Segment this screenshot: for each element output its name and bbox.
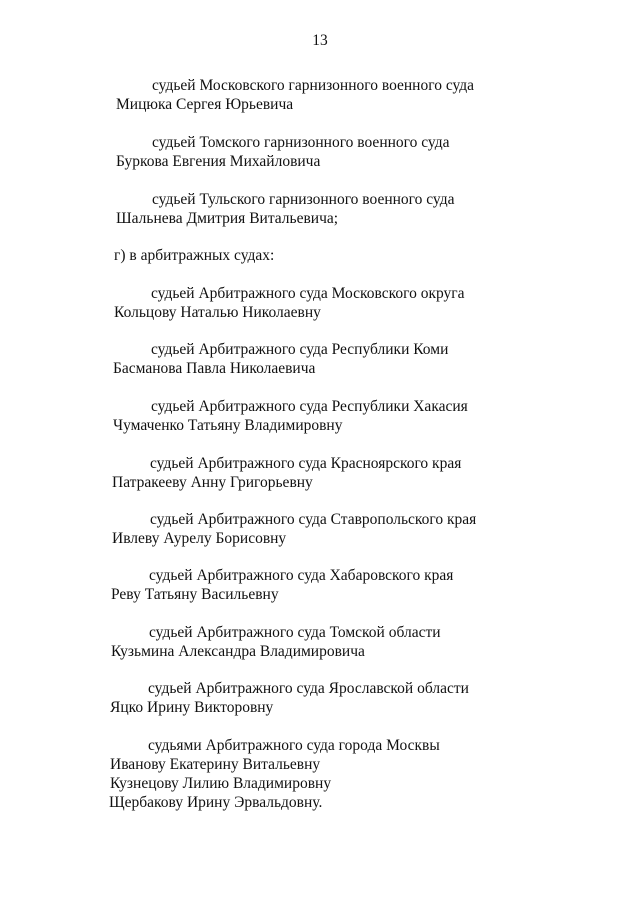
judge-name: Щербакову Ирину Эрвальдовну. (109, 794, 323, 811)
judge-position: судьей Арбитражного суда Московского округа (151, 285, 465, 302)
judge-name: Иванову Екатерину Витальевну (110, 756, 321, 773)
judge-name: Яцко Ирину Викторовну (110, 699, 274, 716)
judge-position: судьей Арбитражного суда Томской области (149, 624, 441, 641)
section-heading: г) в арбитражных судах: (114, 247, 275, 264)
judge-name: Кузьмина Александра Владимировича (111, 643, 365, 660)
judge-position: судьей Арбитражного суда Ставропольского края (150, 511, 477, 528)
judge-position: судьей Арбитражного суда Красноярского края (150, 455, 462, 472)
judge-position: судьей Томского гарнизонного военного суда (152, 134, 450, 151)
judge-name: Басманова Павла Николаевича (113, 360, 316, 377)
judge-name: Мицюка Сергея Юрьевича (116, 96, 294, 113)
judge-position: судьей Московского гарнизонного военного суда (152, 77, 475, 94)
judge-name: Ивлеву Аурелу Борисовну (112, 530, 287, 547)
judge-name: Патракееву Анну Григорьевну (112, 474, 313, 491)
judge-position: судьей Арбитражного суда Республики Коми (151, 341, 449, 358)
judge-position: судьей Арбитражного суда Ярославской области (148, 680, 469, 697)
judge-name: Кольцову Наталью Николаевну (114, 304, 321, 321)
judge-position: судьей Арбитражного суда Республики Хакасия (151, 398, 468, 415)
judge-name: Чумаченко Татьяну Владимировну (113, 417, 343, 434)
judge-name: Буркова Евгения Михайловича (116, 153, 321, 170)
judge-position: судьей Тульского гарнизонного военного суда (152, 191, 455, 208)
judge-name: Кузнецову Лилию Владимировну (110, 775, 332, 792)
page-number: 13 (312, 32, 328, 49)
judge-position: судьями Арбитражного суда города Москвы (148, 737, 440, 754)
judge-name: Реву Татьяну Васильевну (111, 586, 279, 603)
judge-position: судьей Арбитражного суда Хабаровского края (149, 567, 454, 584)
judge-name: Шальнева Дмитрия Витальевича; (116, 210, 339, 227)
